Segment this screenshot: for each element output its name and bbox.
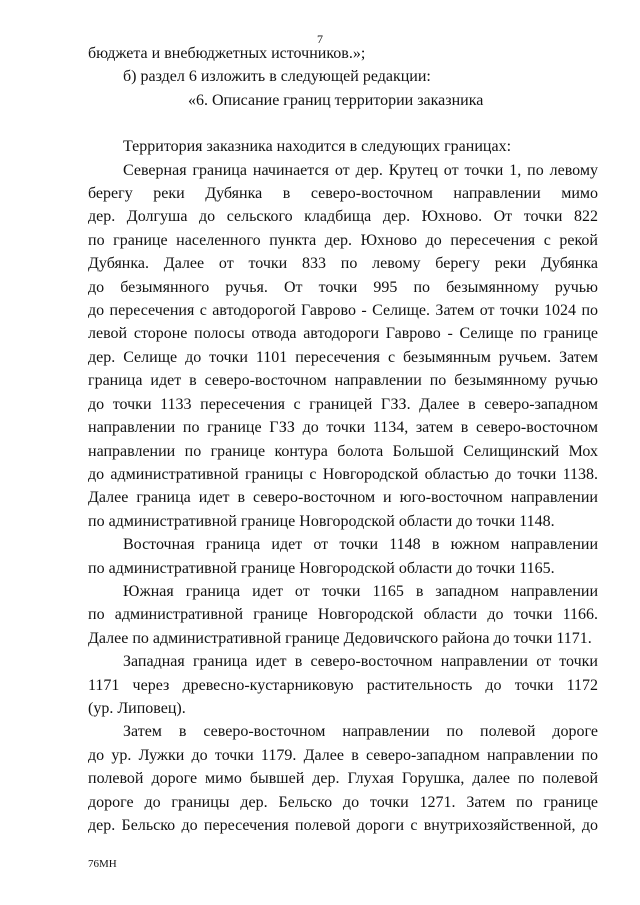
text-line: дер. Бельско до пересечения полевой дороги с внутрихозяйственной, до: [88, 817, 598, 834]
document-body: [88, 42, 598, 837]
text-line: до пересечения с автодорогой Гаврово - Селище. Затем от точки 1024 по: [88, 302, 598, 320]
text-line: Далее по административной границе Дедовичского района до точки 1171.: [88, 629, 592, 647]
text-line: полевой дороге мимо бывшей дер. Глухая Горушка, далее по полевой: [88, 770, 598, 788]
text-line: берегу реки Дубянка в северо-восточном направлении мимо: [88, 185, 598, 203]
text-line: направлении по границе контура болота Большой Селищинский Мох: [88, 442, 598, 460]
footer-code: 76МН: [88, 858, 117, 870]
page-number: 7: [317, 32, 323, 46]
text-line: по административной границе Новгородской области до точки 1166.: [88, 606, 598, 624]
text-line: направлении по границе ГЗЗ до точки 1134, затем в северо-восточном: [88, 419, 598, 437]
text-line: по границе населенного пункта дер. Юхново до пересечения с рекой: [88, 231, 598, 249]
text-line: до безымянного ручья. От точки 995 по безымянному ручью: [88, 278, 598, 296]
text-line: до точки 1133 пересечения с границей ГЗЗ. Далее в северо-западном: [88, 395, 598, 413]
text-line: Восточная граница идет от точки 1148 в южном направлении: [123, 536, 598, 554]
text-line: до административной границы с Новгородской областью до точки 1138.: [88, 465, 598, 483]
text-line: дер. Селище до точки 1101 пересечения с безымянным ручьем. Затем: [88, 348, 598, 366]
text-line: Затем в северо-восточном направлении по полевой дороге: [123, 723, 598, 741]
text-line: дороге до границы дер. Бельско до точки 1271. Затем по границе: [88, 793, 598, 811]
text-line: б) раздел 6 изложить в следующей редакции:: [123, 68, 431, 86]
text-line: Западная граница идет в северо-восточном направлении от точки: [123, 653, 598, 671]
section-heading: «6. Описание границ территории заказника: [188, 91, 484, 109]
text-line: до ур. Лужки до точки 1179. Далее в северо-западном направлении по: [88, 746, 598, 764]
text-line: Северная граница начинается от дер. Крутец от точки 1, по левому: [123, 161, 598, 179]
text-line: по административной границе Новгородской области до точки 1165.: [88, 559, 555, 577]
text-line: 1171 через древесно-кустарниковую растительность до точки 1172: [88, 676, 598, 694]
paragraph-gap: [88, 112, 598, 135]
text-line: левой стороне полосы отвода автодороги Гаврово - Селище по границе: [88, 325, 598, 343]
text-line: дер. Долгуша до сельского кладбища дер. Юхново. От точки 822: [88, 208, 598, 226]
text-line: по административной границе Новгородской области до точки 1148.: [88, 512, 555, 530]
text-line: граница идет в северо-восточном направлении по безымянному ручью: [88, 372, 598, 390]
text-line: Далее граница идет в северо-восточном и юго-восточном направлении: [88, 489, 598, 507]
text-line: Южная граница идет от точки 1165 в западном направлении: [123, 582, 598, 600]
text-line: Дубянка. Далее от точки 833 по левому берегу реки Дубянка: [88, 255, 598, 273]
text-line: Территория заказника находится в следующих границах:: [123, 138, 512, 156]
text-line: бюджета и внебюджетных источников.»;: [88, 45, 366, 62]
text-line: (ур. Липовец).: [88, 699, 186, 717]
